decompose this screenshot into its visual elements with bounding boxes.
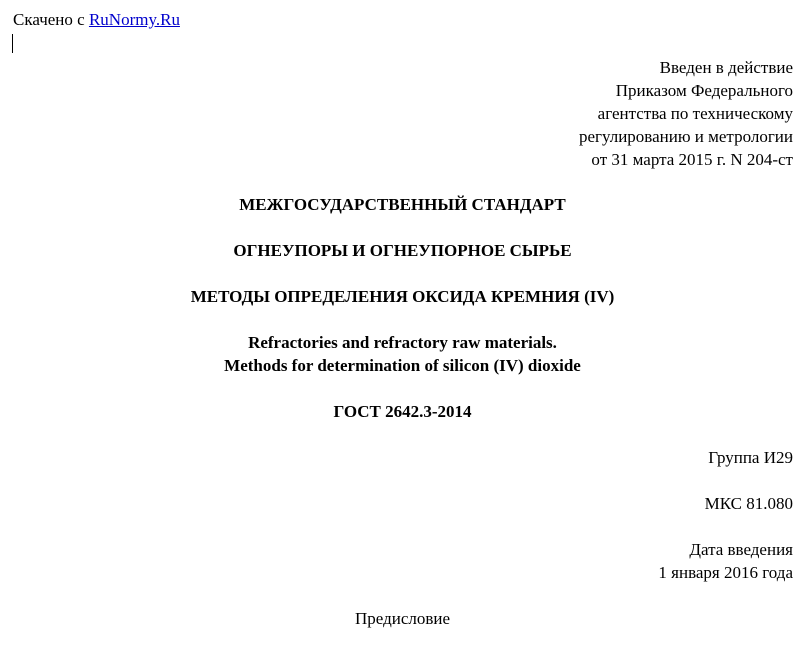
- download-source-line: [13, 8, 180, 31]
- foreword-heading: Предисловие: [354, 609, 451, 628]
- methods-heading: МЕТОДЫ ОПРЕДЕЛЕНИЯ ОКСИДА КРЕМНИЯ (IV): [190, 287, 615, 306]
- enactment-line: регулированию и метрологии: [578, 127, 793, 146]
- intro-date-value: 1 января 2016 года: [658, 563, 793, 582]
- enactment-line: Введен в действие: [659, 58, 793, 77]
- text-cursor: [12, 34, 13, 53]
- enactment-line: Приказом Федерального: [615, 81, 793, 100]
- gost-code: ГОСТ 2642.3-2014: [333, 402, 472, 421]
- enactment-line: агентства по техническому: [597, 104, 793, 123]
- group-code: Группа И29: [708, 448, 793, 467]
- enactment-line: от 31 марта 2015 г. N 204-ст: [591, 150, 793, 169]
- mks-code: МКС 81.080: [704, 494, 793, 513]
- english-title-line-1: Refractories and refractory raw materials.: [248, 333, 557, 352]
- standard-type-heading: МЕЖГОСУДАРСТВЕННЫЙ СТАНДАРТ: [239, 195, 566, 214]
- download-prefix-text: Скачено с: [13, 10, 89, 29]
- subject-heading: ОГНЕУПОРЫ И ОГНЕУПОРНОЕ СЫРЬЕ: [233, 241, 572, 260]
- intro-date-label: Дата введения: [689, 540, 793, 559]
- english-title-line-2: Methods for determination of silicon (IV) dioxide: [224, 356, 581, 375]
- runormy-link[interactable]: RuNormy.Ru: [88, 10, 180, 29]
